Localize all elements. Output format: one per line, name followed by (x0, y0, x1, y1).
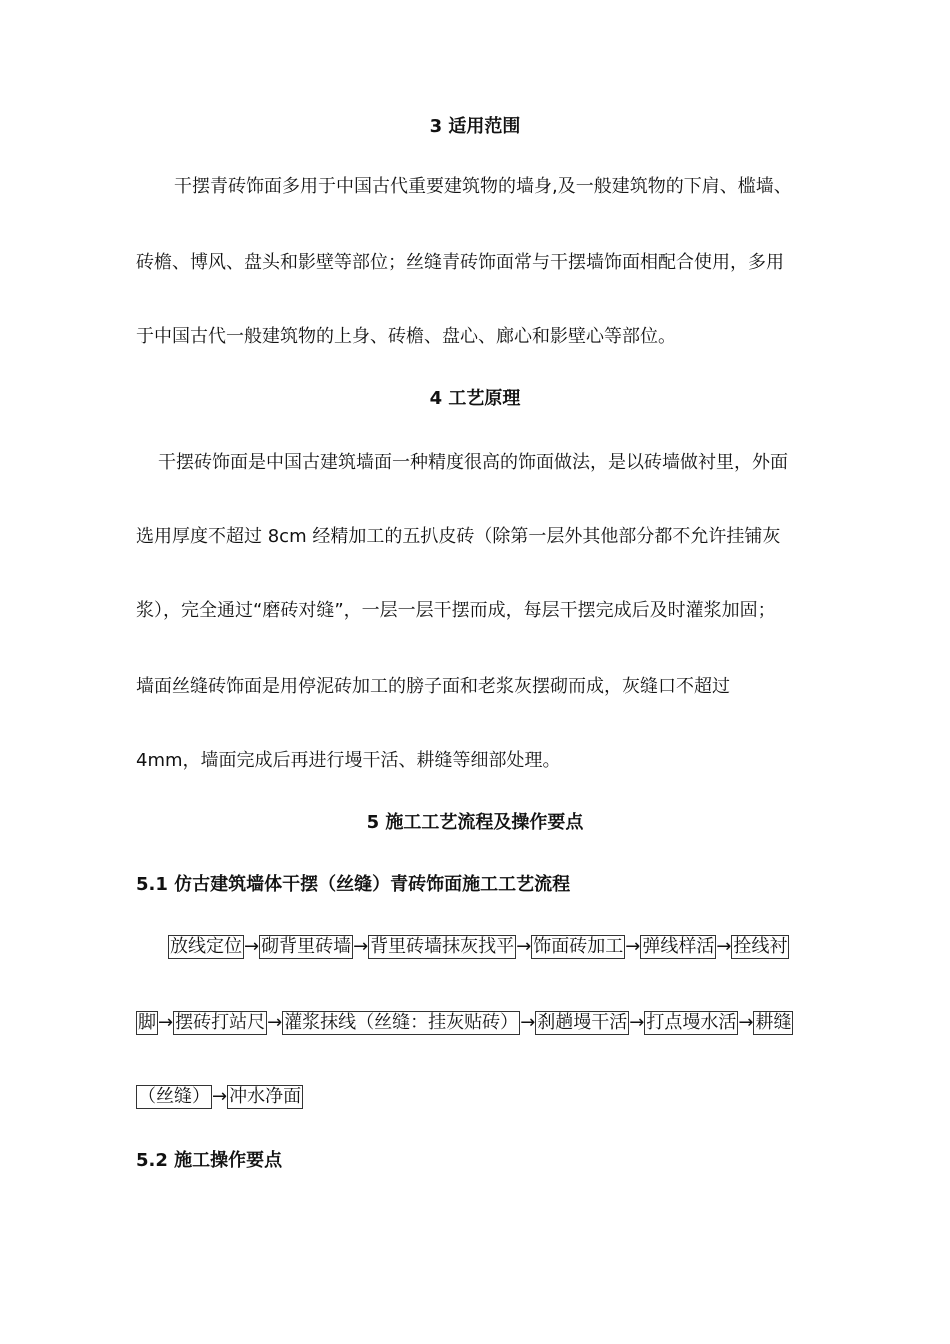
flow-step: 灌浆抹线（丝缝：挂灰贴砖） (284, 1012, 519, 1033)
flow-row-2 (136, 1010, 793, 1036)
arrow-icon: → (625, 936, 641, 957)
paragraph-line: 墙面丝缝砖饰面是用停泥砖加工的膀子面和老浆灰摆砌而成，灰缝口不超过 (136, 676, 730, 697)
heading-construction-flow: 5 施工工艺流程及操作要点 (366, 812, 584, 833)
paragraph-line: 于中国古代一般建筑物的上身、砖檐、盘心、廊心和影壁心等部位。 (136, 326, 676, 347)
flow-step: 拴线衬 (733, 936, 788, 957)
flow-step: 砌背里砖墙 (261, 936, 352, 957)
flow-step: 饰面砖加工 (533, 936, 624, 957)
heading-process-principle: 4 工艺原理 (429, 388, 521, 409)
flow-row-1 (168, 934, 789, 960)
flow-step: 弹线样活 (642, 936, 715, 957)
arrow-icon: → (520, 1012, 536, 1033)
flow-step: 打点墁水活 (646, 1012, 737, 1033)
heading-applicable-scope: 3 适用范围 (429, 116, 521, 137)
paragraph-line: 干摆砖饰面是中国古建筑墙面一种精度很高的饰面做法，是以砖墙做衬里，外面 (158, 452, 788, 473)
subheading-operation-points: 5.2 施工操作要点 (136, 1150, 283, 1171)
subheading-process-flow: 5.1 仿古建筑墙体干摆（丝缝）青砖饰面施工工艺流程 (136, 874, 571, 895)
paragraph-line: 干摆青砖饰面多用于中国古代重要建筑物的墙身,及一般建筑物的下肩、槛墙、 (174, 176, 792, 197)
arrow-icon: → (267, 1012, 283, 1033)
arrow-icon: → (244, 936, 260, 957)
flow-step: 背里砖墙抹灰找平 (370, 936, 515, 957)
flow-row-3 (136, 1084, 303, 1110)
paragraph-line: 浆），完全通过“磨砖对缝”，一层一层干摆而成，每层干摆完成后及时灌浆加固； (136, 600, 776, 621)
arrow-icon: → (629, 1012, 645, 1033)
arrow-icon: → (738, 1012, 754, 1033)
flow-step: 摆砖打站尺 (175, 1012, 266, 1033)
flow-step: 脚 (138, 1012, 156, 1033)
flow-step: 耕缝 (755, 1012, 792, 1033)
arrow-icon: → (353, 936, 369, 957)
paragraph-line: 砖檐、博风、盘头和影壁等部位；丝缝青砖饰面常与干摆墙饰面相配合使用，多用 (136, 252, 784, 273)
paragraph-line: 选用厚度不超过 8cm 经精加工的五扒皮砖（除第一层外其他部分都不允许挂铺灰 (136, 526, 781, 547)
paragraph-line: 4mm，墙面完成后再进行墁干活、耕缝等细部处理。 (136, 750, 561, 771)
arrow-icon: → (516, 936, 532, 957)
flow-step: 刹趟墁干活 (537, 1012, 628, 1033)
arrow-icon: → (212, 1086, 228, 1107)
arrow-icon: → (716, 936, 732, 957)
flow-step: 放线定位 (170, 936, 242, 957)
flow-step: 冲水净面 (229, 1086, 302, 1107)
arrow-icon: → (158, 1012, 174, 1033)
flow-step: （丝缝） (138, 1086, 210, 1107)
